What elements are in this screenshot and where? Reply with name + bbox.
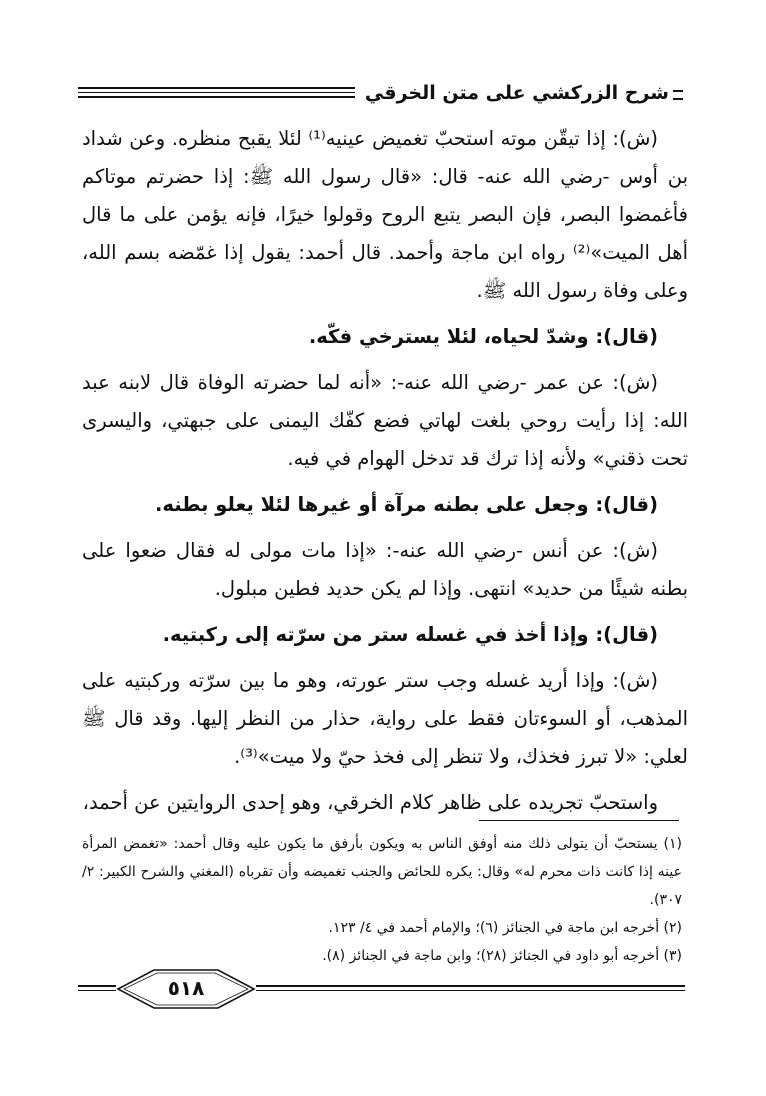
main-text-paragraph: (قال): وجعل على بطنه مرآة أو غيرها لئلا يعلو بطنه. [154,493,658,516]
footnote-3: (٣) أخرجه أبو داود في الجنائز (٢٨)؛ وابن ماجة في الجنائز (٨). [322,948,682,964]
book-title: شرح الزركشي على متن الخرقي [355,82,669,104]
footnotes [82,830,682,970]
header-ornament [673,90,683,100]
commentary-paragraph: (ش): عن عمر -رضي الله عنه-: «أنه لما حضرته الوفاة قال لابنه عبد الله: إذا رأيت روحي بلغت لهاتي فضع كفّك اليمنى على جبهتي، واليسرى تحت ذقني» ولأنه إذا ترك قد تدخل الهوام في فيه. [82,371,688,470]
commentary-paragraph: (ش): وإذا أريد غسله وجب ستر عورته، وهو ما بين سرّته وركبتيه على المذهب، أو السوءتان فقط على رواية، حذار من النظر إليها. وقد قال ﷺ لعلي: «لا تبرز فخذك، ولا تنظر إلى فخذ حيّ ولا ميت»⁽³⁾. [82,669,688,768]
main-text-paragraph: (قال): وشدّ لحياه، لئلا يسترخي فكّه. [308,325,658,348]
footnote-separator [479,820,679,821]
commentary-paragraph: واستحبّ تجريده على ظاهر كلام الخرقي، وهو إحدى الروايتين عن أحمد، [82,791,658,814]
page-number: ٥١٨ [167,976,205,1000]
running-header [78,78,683,108]
body-text [82,120,688,830]
commentary-paragraph: (ش): إذا تيقّن موته استحبّ تغميض عينيه⁽¹⁾ لئلا يقبح منظره. وعن شداد بن أوس -رضي الله عنه- قال: «قال رسول الله ﷺ: إذا حضرتم موتاكم فأغمضوا البصر، فإن البصر يتبع الروح وقولوا خيرًا، فإنه يؤمن على ما قال أهل الميت»⁽²⁾ رواه ابن ماجة وأحمد. قال أحمد: يقول إذا غمّضه بسم الله، وعلى وفاة رسول الله ﷺ. [82,127,688,302]
commentary-paragraph: (ش): عن أنس -رضي الله عنه-: «إذا مات مولى له فقال ضعوا على بطنه شيئًا من حديد» انتهى. وإذا لم يكن حديد فطين مبلول. [82,539,688,600]
page-number-ornament [78,968,685,1018]
main-text-paragraph: (قال): وإذا أخذ في غسله ستر من سرّته إلى ركبتيه. [162,623,658,646]
footnote-1: (١) يستحبّ أن يتولى ذلك منه أوفق الناس به ويكون بأرفق ما يكون عليه وقال أحمد: «تغمض المرأة عينه إذا كانت ذات محرم له» وقال: يكره للحائض والجنب تغميضه وأن تقرباه (المغني والشرح الكبير: ٢/ ٣٠٧). [82,836,682,908]
footnote-2: (٢) أخرجه ابن ماجة في الجنائز (٦)؛ والإمام أحمد في ٤/ ١٢٣. [328,920,682,936]
